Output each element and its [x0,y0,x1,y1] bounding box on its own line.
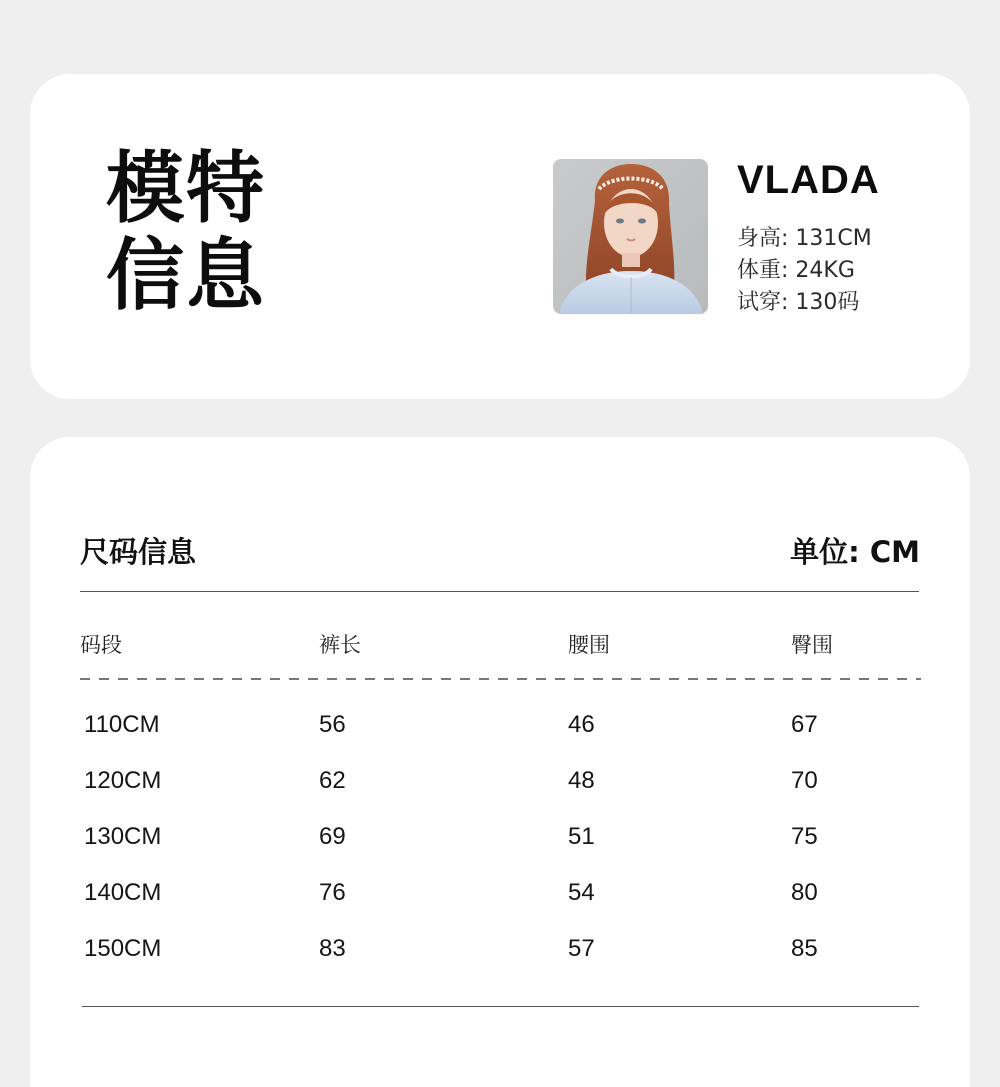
cell-pant-length: 83 [319,935,346,962]
cell-pant-length: 76 [319,879,346,906]
cell-waist: 46 [568,711,595,738]
cell-pant-length: 56 [319,711,346,738]
model-tried-size: 试穿: 130码 [737,290,860,315]
cell-hip: 70 [791,767,818,794]
cell-waist: 54 [568,879,595,906]
cell-waist: 51 [568,823,595,850]
header-size-range: 码段 [80,633,122,657]
cell-hip: 85 [791,935,818,962]
model-info-title-line-2: 信息 [106,231,267,321]
cell-hip: 75 [791,823,818,850]
size-info-title: 尺码信息 [80,535,197,569]
header-divider [80,591,919,592]
model-name: VLADA [737,158,880,202]
model-height: 身高: 131CM [737,226,872,251]
cell-size: 140CM [84,879,162,906]
unit-label: 单位: CM [790,535,920,569]
model-weight: 体重: 24KG [737,258,855,283]
cell-size: 110CM [84,711,160,738]
header-pant-length: 裤长 [319,633,361,657]
cell-size: 130CM [84,823,162,850]
size-info-card [30,437,970,1087]
model-stats [737,223,872,319]
model-photo [553,159,708,314]
model-info-title-line-1: 模特 [106,144,267,234]
cell-size: 150CM [84,935,162,962]
model-info-card [30,74,970,399]
cell-waist: 48 [568,767,595,794]
model-info-title [106,146,306,320]
table-bottom-divider [82,1006,919,1007]
cell-pant-length: 69 [319,823,346,850]
cell-hip: 80 [791,879,818,906]
header-hip: 臀围 [791,633,833,657]
cell-size: 120CM [84,767,162,794]
cell-hip: 67 [791,711,818,738]
dashed-divider [80,678,921,680]
header-waist: 腰围 [568,633,610,657]
cell-pant-length: 62 [319,767,346,794]
cell-waist: 57 [568,935,595,962]
